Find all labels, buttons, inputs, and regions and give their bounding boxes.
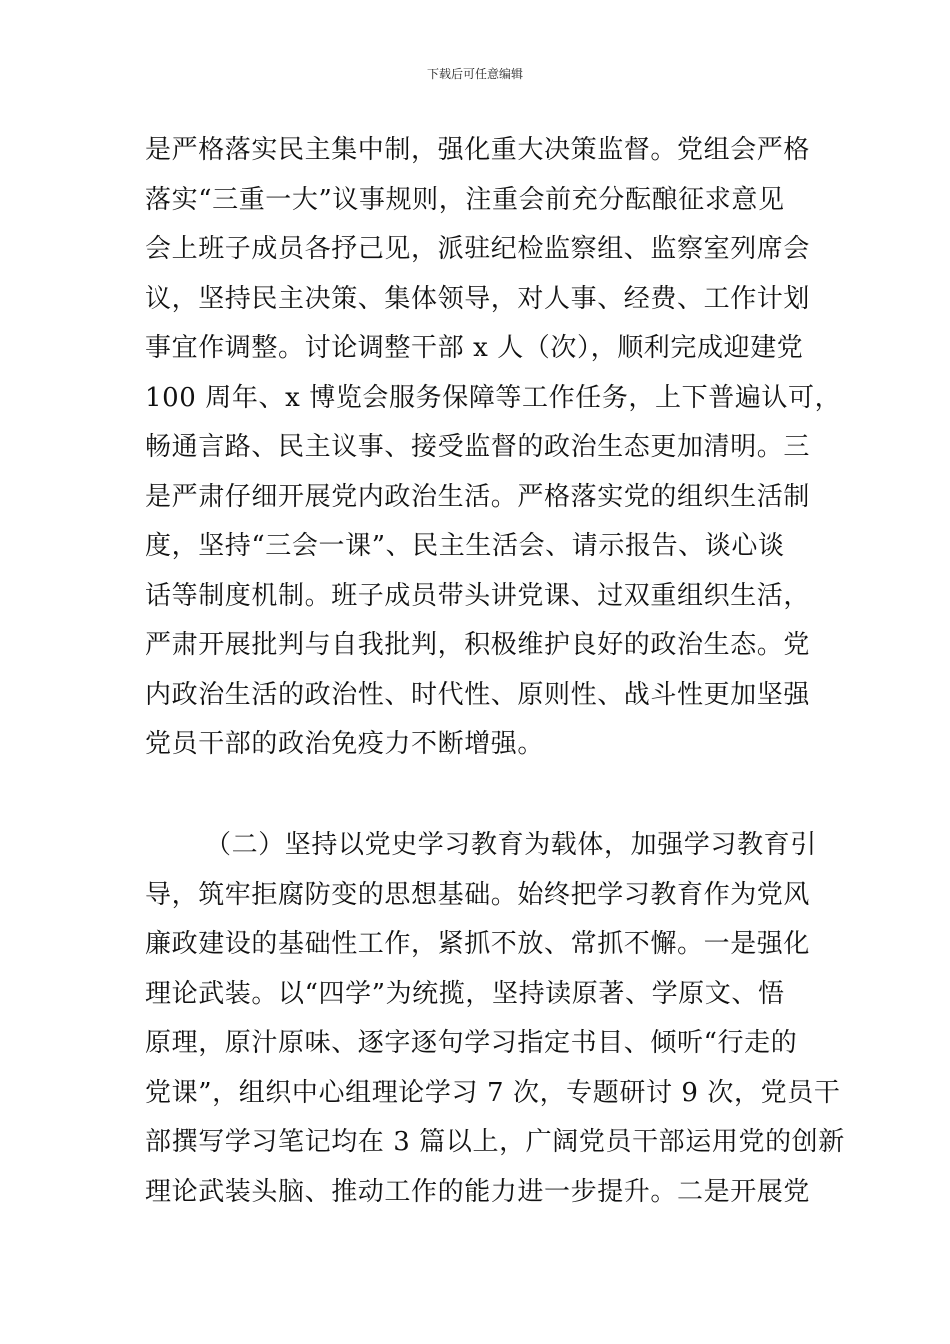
text-line: 党员干部的政治免疫力不断增强。 [145,729,545,759]
text-line: 畅通言路、民主议事、接受监督的政治生态更加清明。三 [145,432,811,462]
text-line: 议，坚持民主决策、集体领导，对人事、经费、工作计划 [145,283,811,314]
text-line: 原理，原汁原味、逐字逐句学习指定书目、倾听“行走的 [145,1028,798,1058]
text-line: 会上班子成员各抒己见，派驻纪检监察组、监察室列席会 [145,234,811,264]
paragraph-1 [145,126,842,770]
text-line: 部撰写学习笔记均在 3 篇以上，广阔党员干部运用党的创新 [145,1127,845,1157]
paragraph-2 [145,821,845,1217]
text-line: 党课”，组织中心组理论学习 7 次，专题研讨 9 次，党员干 [145,1077,841,1108]
text-line: 严肃开展批判与自我批判，积极维护良好的政治生态。党 [145,630,811,660]
text-line: 落实“三重一大”议事规则，注重会前充分酝酿征求意见 [145,184,785,215]
text-line: 是严格落实民主集中制，强化重大决策监督。党组会严格 [145,135,811,165]
text-line: 理论武装头脑、推动工作的能力进一步提升。二是开展党 [145,1176,811,1207]
text-line: 廉政建设的基础性工作，紧抓不放、常抓不懈。一是强化 [145,929,811,959]
text-line: 导，筑牢拒腐防变的思想基础。始终把学习教育作为党风 [145,879,811,910]
text-line: 话等制度机制。班子成员带头讲党课、过双重组织生活， [145,580,811,611]
text-line: 事宜作调整。讨论调整干部 x 人（次），顺利完成迎建党 [145,333,804,363]
text-line: 理论武装。以“四学”为统揽，坚持读原著、学原文、悟 [145,978,785,1009]
text-line: 度，坚持“三会一课”、民主生活会、请示报告、谈心谈 [145,531,785,561]
text-line: 内政治生活的政治性、时代性、原则性、战斗性更加坚强 [145,679,811,710]
text-line: （二）坚持以党史学习教育为载体，加强学习教育引 [205,830,817,860]
text-line: 是严肃仔细开展党内政治生活。严格落实党的组织生活制 [145,481,811,512]
page-header: 下载后可任意编辑 [426,67,523,81]
text-line: 100 周年、x 博览会服务保障等工作任务，上下普遍认可， [145,382,842,413]
